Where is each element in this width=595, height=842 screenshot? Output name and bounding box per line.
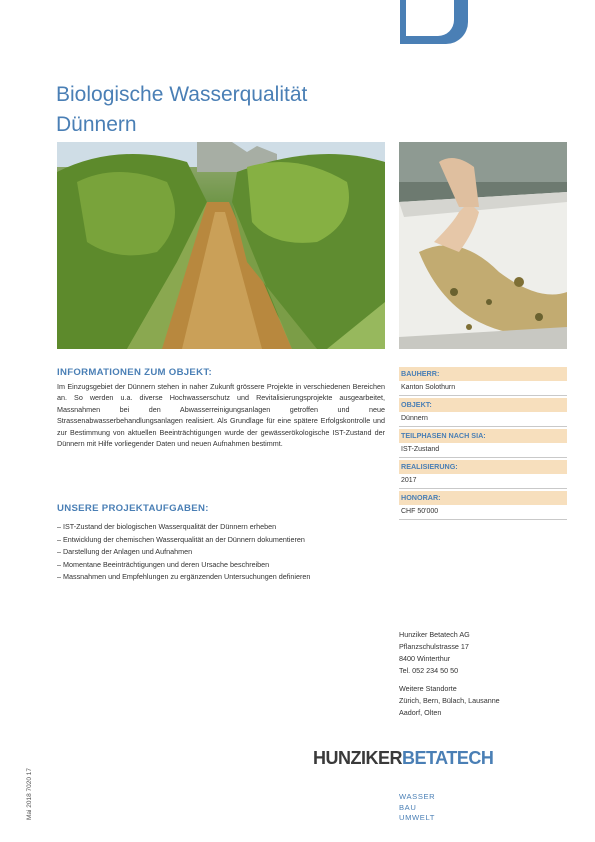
task-item: – Darstellung der Anlagen und Aufnahmen [57,547,193,557]
info-text: Im Einzugsgebiet der Dünnern stehen in naher Zukunft grössere Projekte in verschiedenen Bereichen an. So werden u.a. diverse Hochwasserschutz und Revitalisierungsprojekte ausgearbeitet, Massnahmen bei den Abwasserreinigungsanlagen getroffen und neue Strassenabwasserbehandlungsanlagen realisiert. Als Grundlage für eine spätere Erfolgskontrolle und zur Bestimmung von aktuellen Beeinträchtigungen wurde der gewässerökologische IST-Zustand der Dünnern mit Hilfe vorliegender Daten und neuen Aufnahmen bestimmt. [57,382,385,449]
task-item: – IST-Zustand der biologischen Wasserqualität der Dünnern erheben [57,522,277,531]
task-list [57,521,387,584]
title-line-2: Dünnern [56,113,137,136]
service-list [399,792,435,824]
logo-part-1: HUNZIKER [313,748,402,768]
info-heading: INFORMATIONEN ZUM OBJEKT: [57,367,212,378]
company-street: Pflanzschulstrasse 17 [399,642,469,651]
locations-heading: Weitere Standorte [399,684,457,693]
locations-line-1: Zürich, Bern, Bülach, Lausanne [399,696,500,705]
fact-label-objekt: OBJEKT: [399,398,567,412]
task-item: – Momentane Beeinträchtigungen und deren Ursache beschreiben [57,559,270,569]
tasks-heading: UNSERE PROJEKTAUFGABEN: [57,503,209,514]
document-date-code: Mai 2018 7020 17 [26,767,33,820]
fact-value-objekt: Dünnern [399,412,567,427]
project-facts-table [399,367,567,522]
page-title [56,80,307,140]
fact-value-honorar: CHF 50'000 [399,505,567,520]
service-item: UMWELT [399,813,435,822]
header-tab-shape [400,0,468,44]
company-address [399,629,500,719]
fact-label-bauherr: BAUHERR: [399,367,567,381]
fact-value-realisierung: 2017 [399,474,567,489]
task-item: – Entwicklung der chemischen Wasserqualität an der Dünnern dokumentieren [57,534,305,544]
task-item: – Massnahmen und Empfehlungen zu ergänzenden Untersuchungen definieren [57,572,311,582]
company-city: 8400 Winterthur [399,654,451,663]
fact-label-realisierung: REALISIERUNG: [399,460,567,474]
sample-tray-photo [399,142,567,349]
canal-photo [57,142,385,349]
company-phone: Tel. 052 234 50 50 [399,666,459,675]
logo-part-2: BETATECH [402,748,494,768]
fact-label-teilphasen: TEILPHASEN NACH SIA: [399,429,567,443]
company-logo [313,748,493,769]
service-item: BAU [399,802,417,812]
fact-value-bauherr: Kanton Solothurn [399,381,567,396]
fact-label-honorar: HONORAR: [399,491,567,505]
locations-line-2: Aadorf, Olten [399,708,442,717]
fact-value-teilphasen: IST-Zustand [399,443,567,458]
company-name: Hunziker Betatech AG [399,630,470,639]
title-line-1: Biologische Wasserqualität [56,83,308,106]
service-item: WASSER [399,792,436,801]
